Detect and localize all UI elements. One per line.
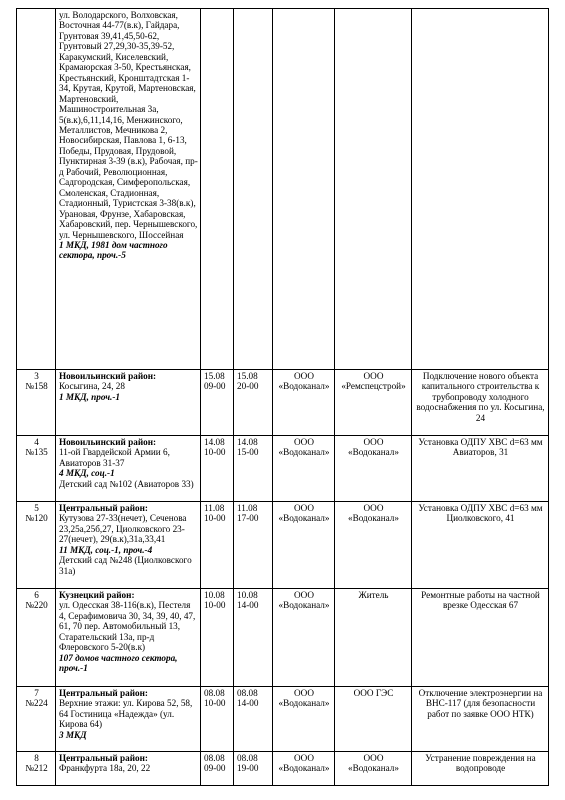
- table-row: [17, 752, 549, 786]
- row-number-cell: [17, 370, 56, 436]
- request-id: №212: [25, 763, 48, 774]
- request-id: №220: [25, 600, 48, 611]
- end-time: 14-00: [237, 600, 259, 611]
- row-number-cell: [17, 752, 56, 786]
- building-summary: 107 домов частного сектора, проч.-1: [59, 652, 178, 674]
- reason-cell: Отключение электроэнергии на ВНС-117 (для безопасности работ по заявке ООО НТК): [412, 687, 549, 752]
- start-time: 10-00: [204, 513, 226, 524]
- row-number-cell: [17, 687, 56, 752]
- building-summary: 11 МКД, соц.-1, проч.-4: [59, 544, 153, 555]
- contractor-cell: ООО «Водоканал»: [335, 436, 412, 502]
- contractor-cell: ООО «Водоканал»: [335, 502, 412, 589]
- table-row: [17, 370, 549, 436]
- contractor-cell: ООО «Ремспецстрой»: [335, 370, 412, 436]
- table-row: [17, 436, 549, 502]
- end-cell: [234, 370, 273, 436]
- address-cell: [56, 370, 201, 436]
- organization-cell: ООО «Водоканал»: [273, 589, 335, 687]
- outage-table: [16, 8, 549, 786]
- contractor-cell: ООО «Водоканал»: [335, 752, 412, 786]
- end-date: 11.08: [237, 503, 258, 513]
- organization-cell: [273, 9, 335, 370]
- row-number: 7: [34, 688, 39, 698]
- building-summary: 3 МКД: [59, 729, 87, 740]
- address-cell: [56, 687, 201, 752]
- organization-cell: ООО «Водоканал»: [273, 436, 335, 502]
- start-date: 11.08: [204, 503, 225, 513]
- end-date: 10.08: [237, 590, 258, 600]
- reason-cell: [412, 9, 549, 370]
- end-time: 20-00: [237, 381, 259, 392]
- address-cell: [56, 502, 201, 589]
- district-label: Новоильинский район:: [59, 371, 157, 381]
- organization-cell: ООО «Водоканал»: [273, 687, 335, 752]
- district-label: Центральный район:: [59, 503, 148, 513]
- end-time: 19-00: [237, 763, 259, 774]
- building-summary: 1 МКД, проч.-1: [59, 391, 120, 402]
- reason-cell: Ремонтные работы на частной врезке Одесская 67: [412, 589, 549, 687]
- start-cell: [201, 687, 234, 752]
- end-time: 15-00: [237, 447, 259, 458]
- end-date: 15.08: [237, 371, 258, 381]
- end-time: 14-00: [237, 698, 259, 709]
- row-number-cell: [17, 589, 56, 687]
- row-number-cell: [17, 502, 56, 589]
- contractor-cell: ООО ГЭС: [335, 687, 412, 752]
- address-list: Верхние этажи: ул. Кирова 52, 58, 64 Гостиница «Надежда» (ул. Кирова 64): [59, 698, 193, 730]
- start-cell: [201, 436, 234, 502]
- contractor-cell: [335, 9, 412, 370]
- start-time: 10-00: [204, 600, 226, 611]
- end-cell: [234, 9, 273, 370]
- row-number-cell: [17, 9, 56, 370]
- address-list: Кутузова 27-33(нечет), Сеченова 23,25а,25б,27, Циолковского 23-27(нечет), 29(в.к),31а,33,41: [59, 513, 187, 545]
- address-cell: [56, 589, 201, 687]
- district-label: Центральный район:: [59, 688, 148, 698]
- end-cell: [234, 502, 273, 589]
- table-row: [17, 589, 549, 687]
- table-row: [17, 9, 549, 370]
- row-number: 6: [34, 590, 39, 600]
- table-row: [17, 687, 549, 752]
- request-id: №158: [25, 381, 48, 392]
- address-list: Франкфурта 18а, 20, 22: [59, 763, 151, 774]
- reason-cell: Установка ОДПУ ХВС d=63 мм Циолковского, 41: [412, 502, 549, 589]
- start-cell: [201, 502, 234, 589]
- end-cell: [234, 589, 273, 687]
- end-date: 08.08: [237, 753, 258, 763]
- row-number-cell: [17, 436, 56, 502]
- reason-cell: Устранение повреждения на водопроводе: [412, 752, 549, 786]
- organization-cell: ООО «Водоканал»: [273, 502, 335, 589]
- start-cell: [201, 752, 234, 786]
- row-number: 8: [34, 753, 39, 763]
- row-number: 5: [34, 503, 39, 513]
- address-cell: [56, 9, 201, 370]
- building-summary: 1 МКД, 1981 дом частного сектора, проч.-5: [59, 239, 168, 261]
- end-time: 17-00: [237, 513, 259, 524]
- start-date: 08.08: [204, 688, 225, 698]
- start-date: 08.08: [204, 753, 225, 763]
- address-list: Косыгина, 24, 28: [59, 381, 125, 392]
- district-label: Новоильинский район:: [59, 437, 157, 447]
- end-date: 08.08: [237, 688, 258, 698]
- organization-cell: ООО «Водоканал»: [273, 752, 335, 786]
- reason-cell: Подключение нового объекта капитального строительства к трубопроводу холодного водоснабжения по ул. Косыгина, 24: [412, 370, 549, 436]
- start-time: 09-00: [204, 381, 226, 392]
- table-row: [17, 502, 549, 589]
- address-list: ул. Володарского, Волховская, Восточная 44-77(в.к), Гайдара, Грунтовая 39,41,45,50-62, Грунтовый 27,29,30-35,39-52, Каракумский, Киселевский, Крамаюрская 3-50, Крестьянская, Крестьянский, Кронштадтская 1-34, Крутая, Крутой, Мартеновская, Мартеновский, Машиностроительная 3а, 5(в.к),6,11,14,16, Менжинского, Металлистов, Мечникова 2, Новосибирская, Павлова 1, 6-13, Победы, Прудовая, Прудовой, Пунктирная 3-39 (в.к), Рабочая, пр-д Рабочий, Революционная, Садгородская, Симферопольская, Смоленская, Стадионная, Стадионный, Туристская 3-38(в.к), Урановая, Фрунзе, Хабаровская, Хабаровский, пер. Чернышевского, ул. Чернышевского, Шоссейная: [59, 10, 198, 240]
- start-cell: [201, 589, 234, 687]
- end-cell: [234, 687, 273, 752]
- row-number: 3: [34, 371, 39, 381]
- end-date: 14.08: [237, 437, 258, 447]
- start-cell: [201, 370, 234, 436]
- request-id: №224: [25, 698, 48, 709]
- request-id: №120: [25, 513, 48, 524]
- start-time: 09-00: [204, 763, 226, 774]
- start-time: 10-00: [204, 447, 226, 458]
- address-list: 11-ой Гвардейской Армии 6, Авиаторов 31-37: [59, 447, 170, 468]
- row-number: 4: [34, 437, 39, 447]
- end-cell: [234, 436, 273, 502]
- end-cell: [234, 752, 273, 786]
- start-date: 15.08: [204, 371, 225, 381]
- district-label: Центральный район:: [59, 753, 148, 763]
- contractor-cell: Житель: [335, 589, 412, 687]
- start-time: 10-00: [204, 698, 226, 709]
- request-id: №135: [25, 447, 48, 458]
- social-objects: Детский сад №102 (Авиаторов 33): [59, 478, 194, 489]
- building-summary: 4 МКД, соц.-1: [59, 468, 115, 479]
- organization-cell: ООО «Водоканал»: [273, 370, 335, 436]
- address-list: ул. Одесская 38-116(в.к), Пестеля 4, Серафимовича 30, 34, 39, 40, 47, 61, 70 пер. Автомобильный 13, Старательский 13а, пр-д Флеровского 5-20(в.к): [59, 600, 196, 653]
- social-objects: Детский сад №248 (Циолковского 31а): [59, 555, 192, 576]
- address-cell: [56, 752, 201, 786]
- start-date: 10.08: [204, 590, 225, 600]
- start-cell: [201, 9, 234, 370]
- address-cell: [56, 436, 201, 502]
- district-label: Кузнецкий район:: [59, 590, 135, 600]
- reason-cell: Установка ОДПУ ХВС d=63 мм Авиаторов, 31: [412, 436, 549, 502]
- start-date: 14.08: [204, 437, 225, 447]
